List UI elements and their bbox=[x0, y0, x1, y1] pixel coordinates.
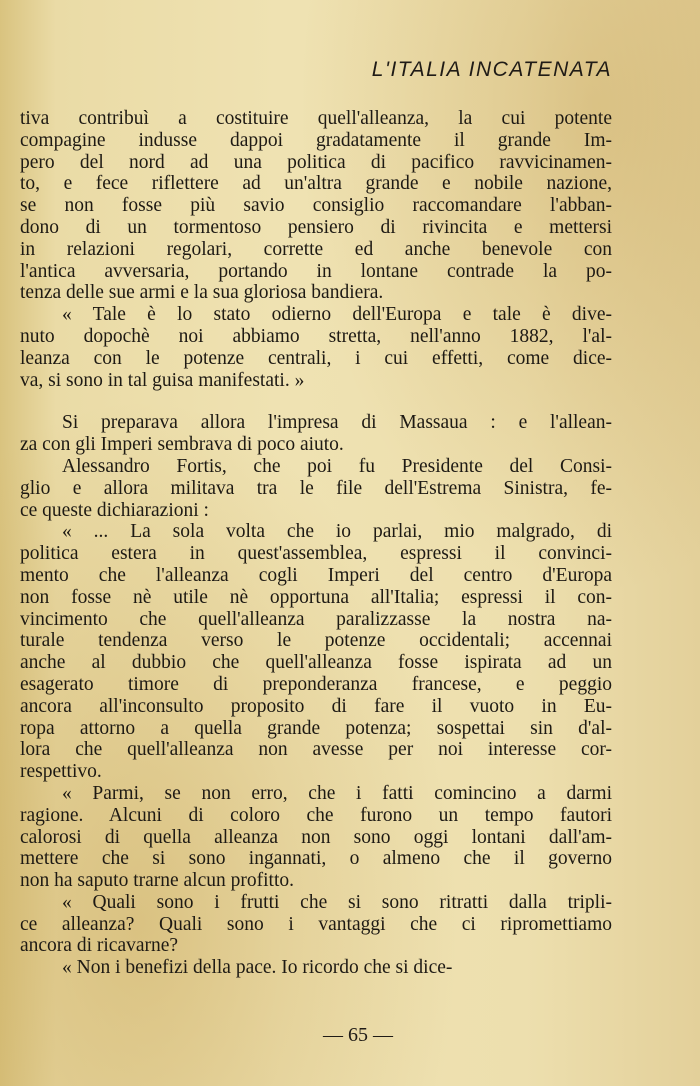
text-line: mettere che si sono ingannati, o almeno che il governo bbox=[20, 848, 612, 870]
text-line: politica estera in quest'assemblea, espressi il convinci- bbox=[20, 543, 612, 565]
text-line: nuto dopochè noi abbiamo stretta, nell'anno 1882, l'al- bbox=[20, 325, 612, 347]
text-line: za con gli Imperi sembrava di poco aiuto. bbox=[20, 434, 344, 456]
text-line: non ha saputo trarne alcun profitto. bbox=[20, 870, 294, 892]
text-line: « ... La sola volta che io parlai, mio malgrado, di bbox=[62, 521, 612, 543]
text-line: lora che quell'alleanza non avesse per noi interesse cor- bbox=[20, 739, 612, 761]
text-line: va, si sono in tal guisa manifestati. » bbox=[20, 369, 305, 391]
text-line: ancora di ricavarne? bbox=[20, 935, 179, 957]
paragraph-gap bbox=[20, 391, 612, 412]
text-line: « Parmi, se non erro, che i fatti comincino a darmi bbox=[62, 782, 612, 804]
text-line: respettivo. bbox=[20, 761, 102, 783]
text-line: Alessandro Fortis, che poi fu Presidente del Consi- bbox=[62, 455, 612, 477]
text-line: ce queste dichiarazioni : bbox=[20, 499, 209, 521]
text-line: l'antica avversaria, portando in lontane contrade la po- bbox=[20, 260, 612, 282]
text-line: mento che l'alleanza cogli Imperi del centro d'Europa bbox=[20, 564, 612, 586]
running-title: L'ITALIA INCATENATA bbox=[371, 58, 612, 81]
text-line: tenza delle sue armi e la sua gloriosa bandiera. bbox=[20, 282, 384, 304]
text-line: ancora all'inconsulto proposito di fare il vuoto in Eu- bbox=[20, 695, 612, 717]
text-line: to, e fece riflettere ad un'altra grande e nobile nazione, bbox=[20, 173, 612, 195]
paragraph bbox=[20, 783, 612, 892]
text-line: dono di un tormentoso pensiero di rivincita e mettersi bbox=[20, 216, 612, 238]
text-line: pero del nord ad una politica di pacifico ravvicinamen- bbox=[20, 151, 612, 173]
paragraph bbox=[20, 412, 612, 456]
text-line: compagine indusse dappoi gradatamente il grande Im- bbox=[20, 129, 612, 151]
body-text bbox=[20, 108, 612, 979]
text-line: ropa attorno a quella grande potenza; sospettai sin d'al- bbox=[20, 717, 612, 739]
text-line: leanza con le potenze centrali, i cui effetti, come dice- bbox=[20, 347, 612, 369]
text-line: non fosse nè utile nè opportuna all'Italia; espressi il con- bbox=[20, 586, 612, 608]
text-line: Si preparava allora l'impresa di Massaua : e l'allean- bbox=[62, 412, 612, 434]
paragraph bbox=[20, 892, 612, 957]
text-line: « Tale è lo stato odierno dell'Europa e tale è dive- bbox=[62, 304, 612, 326]
paragraph bbox=[20, 456, 612, 521]
paragraph bbox=[20, 108, 612, 304]
text-line: tiva contribuì a costituire quell'alleanza, la cui potente bbox=[20, 108, 612, 129]
text-line: vincimento che quell'alleanza paralizzasse la nostra na- bbox=[20, 608, 612, 630]
paragraph bbox=[20, 304, 612, 391]
page-number: — 65 — bbox=[323, 1024, 393, 1046]
text-line: glio e allora militava tra le file dell'Estrema Sinistra, fe- bbox=[20, 477, 612, 499]
text-line: « Quali sono i frutti che si sono ritratti dalla tripli- bbox=[62, 891, 612, 913]
text-line: « Non i benefizi della pace. Io ricordo che si dice- bbox=[62, 957, 453, 979]
text-line: se non fosse più savio consiglio raccomandare l'abban- bbox=[20, 195, 612, 217]
paragraph bbox=[20, 957, 612, 979]
text-line: ce alleanza? Quali sono i vantaggi che ci ripromettiamo bbox=[20, 913, 612, 935]
text-line: turale tendenza verso le potenze occidentali; accennai bbox=[20, 630, 612, 652]
text-line: in relazioni regolari, corrette ed anche benevole con bbox=[20, 238, 612, 260]
text-line: esagerato timore di preponderanza francese, e peggio bbox=[20, 673, 612, 695]
text-line: calorosi di quella alleanza non sono oggi lontani dall'am- bbox=[20, 826, 612, 848]
text-line: anche al dubbio che quell'alleanza fosse ispirata ad un bbox=[20, 652, 612, 674]
paragraph bbox=[20, 521, 612, 783]
text-line: ragione. Alcuni di coloro che furono un tempo fautori bbox=[20, 804, 612, 826]
